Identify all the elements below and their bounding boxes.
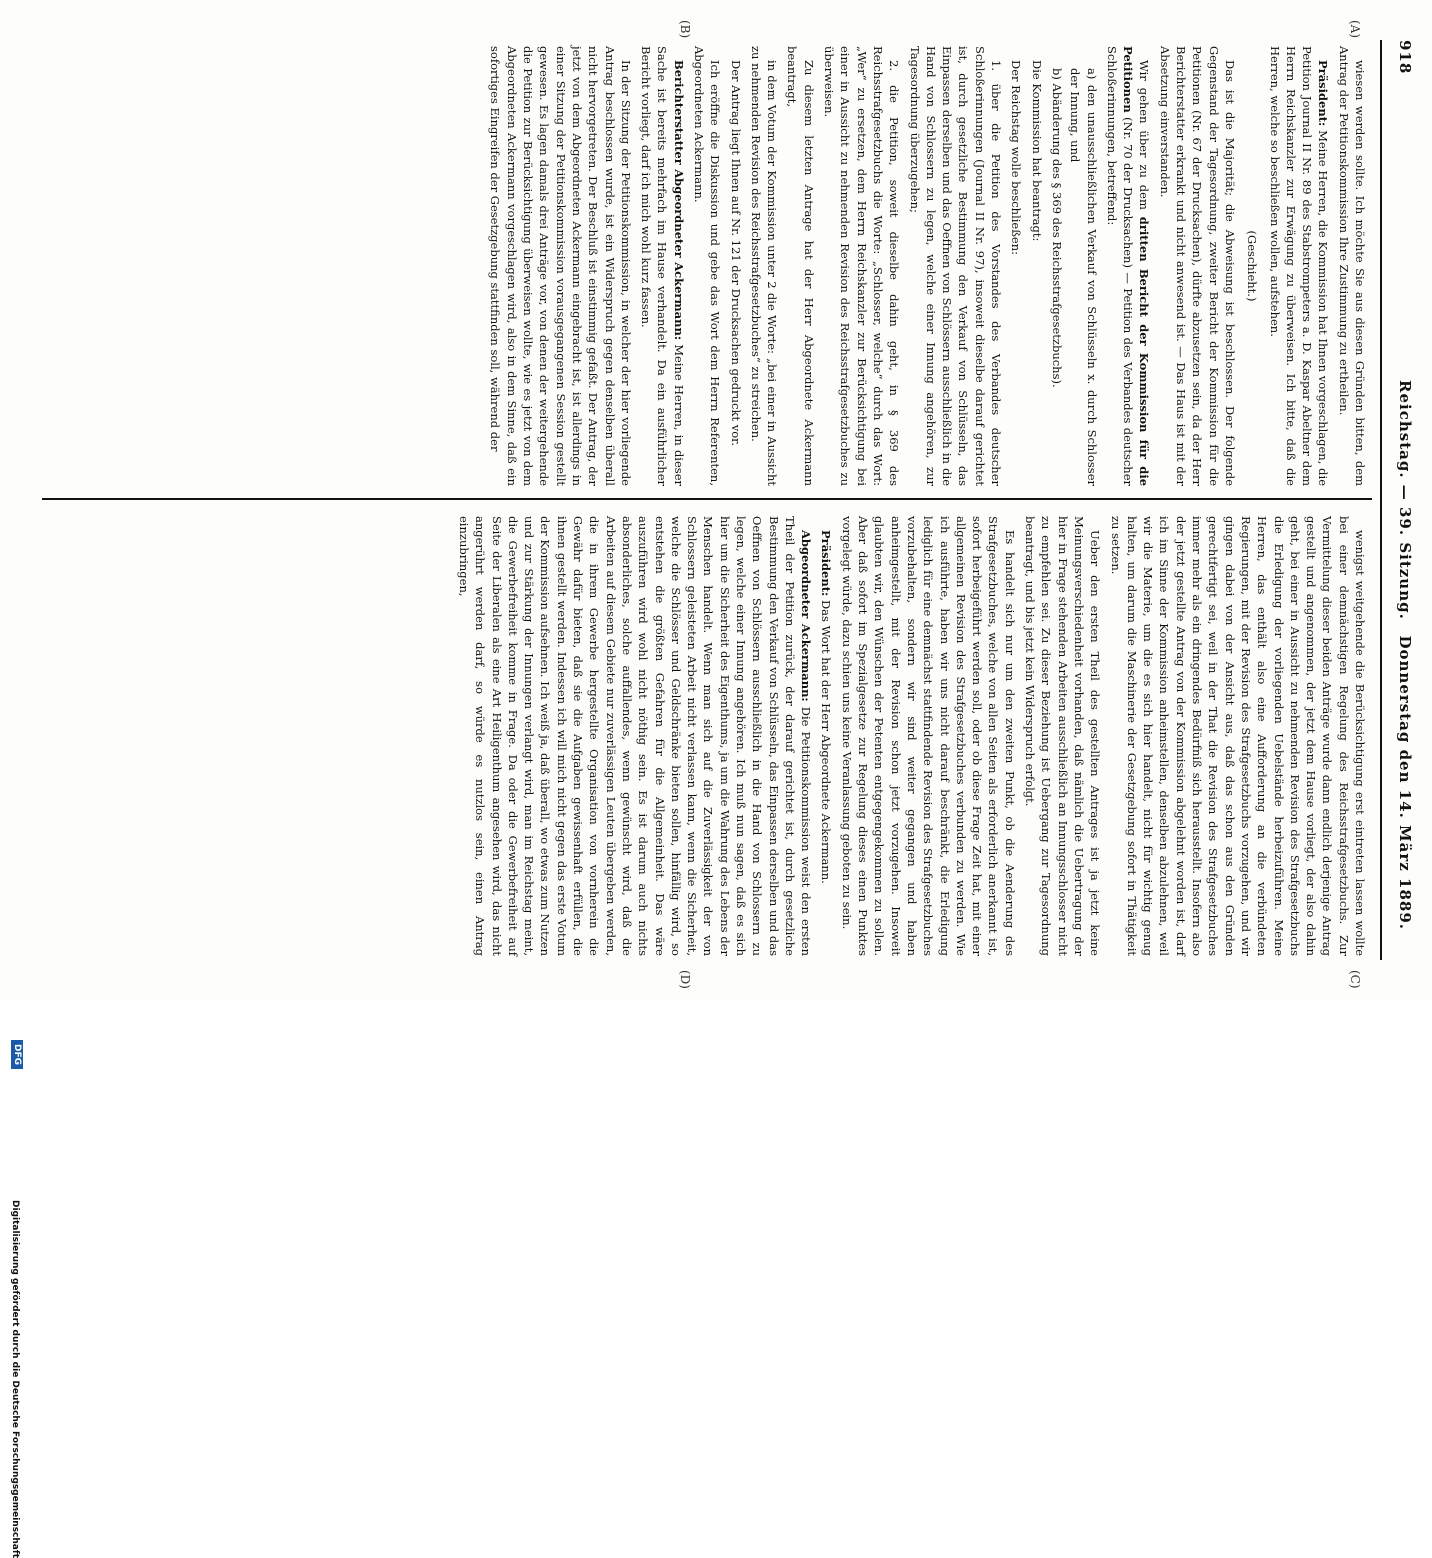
agenda-list	[1049, 46, 1100, 486]
column-divider	[42, 498, 1372, 500]
paragraph: wiesen werden sollte. Ich möchte Sie aus diesen Gründen bitten, dem Antrag der Petitionskommission Ihre Zustimmung zu ertheilen.	[1336, 46, 1367, 486]
agenda-detail: (Nr. 70 der Drucksachen) — Petition des Verbandes deutscher Schloßerinnungen, betreffend:	[1104, 46, 1136, 487]
paragraph	[818, 516, 834, 956]
margin-marker-c: (C)	[1348, 970, 1362, 989]
paragraph: in dem Votum der Kommission unter 2 die Worte: „bei einer in Aussicht zu nehmenden Revision des Reichsstrafgesetzbuches“ zu streichen.	[748, 46, 780, 486]
speaker-label: Abgeordneter Ackermann:	[799, 530, 814, 702]
header-date: Donnerstag den 14. März 1889.	[1396, 635, 1414, 930]
paragraph	[1266, 46, 1331, 486]
margin-marker-d: (D)	[678, 970, 692, 989]
margin-marker-a: (A)	[1348, 20, 1362, 39]
stage-direction: (Geschieht.)	[1245, 230, 1260, 302]
header-rule	[1380, 40, 1382, 960]
speech-text: Die Petitionskommission weist den ersten Theil der Petition zurück, der darauf gerichtet ist, durch gesetzliche Bestimmung den Verkauf von Schlüsseln, das Einpassen derselben und das Oeffnen von Schlössern ausschließlich in die Hand von Schlossern zu legen, welche einer Innung angehören. Ich muß nun sagen, daß es sich hier um die Sicherheit des Eigenthums, ja um die Wahrung des Lebens der Menschen handelt. Wenn man sich auf die Zuverlässigkeit der von Schlossern geleisteten Arbeit nicht verlassen kann, wenn die Sicherheit, welche die Schlösser und Geldschränke bieten sollen, hinfällig wird, so entstehen die größten Gefahren für die Allgemeinheit. Das wäre auszuführen wird wohl nicht nöthig sein. Es ist darum auch nichts absonderliches, solche auffallendes, wenn gewünscht wird, daß die Arbeiten auf diesem Gebiete nur zuverlässigen Leuten übergeben werden, die in ihrem Gewerbe hergestellte Organisation von vornherein die Gewähr dafür bieten, daß sie die Aufgaben gewissenhaft erfüllen, die ihnen gestellt werden. Indessen ich will mich nicht gegen das erste Votum der Kommission aufsehnen. Ich weiß ja, daß überall, wo etwas zum Nutzen und zur Stärkung der Innungen verlangt wird, man im Reichstag meint, die Gewerbefreiheit komme in Frage. Da oder die Gewerbefreiheit auf Seite der Liberalen als eine Art Heiligenthum angesehen wird, das nicht angerührt werden darf, so würde es nutzlos sein, einen Antrag einzubringen,	[456, 516, 814, 957]
paragraph: In der Sitzung der Petitionskommission, in welcher der hier vorliegende Antrag beschlossen wurde, ist ein Widerspruch gegen denselben überall nicht hervorgetreten. Der Beschluß ist einstimmig gefaßt. Der Antrag, der jetzt von dem Abgeordneten Ackermann eingebracht ist, ist allerdings in einer Sitzung der Petitionskommission vorausgegangenen Session gestellt gewesen. Es lagen damals drei Anträge vor, von denen der weitergehende die Petition zur Berücksichtigung überweisen wollte, wie es jetzt von dem Abgeordneten Ackermann vorgeschlagen wird, also in dem Sinne, daß ein sofortiges Eingreifen der Gesetzgebung stattfinden soll, während der	[488, 46, 633, 486]
motion-item: 2. die Petition, soweit dieselbe dahin geht, in § 369 des Reichsstrafgesetzbuchs die Worte: „Schlosser, welche“ durch das Wort: „Wer“ zu ersetzen, dem Herrn Reichskanzler zur Berücksichtigung bei einer in Aussicht zu nehmenden Revision des Reichsstrafgesetzbuches zu überweisen.	[822, 46, 902, 486]
list-item: b) Abänderung des § 369 des Reichsstrafgesetzbuchs).	[1049, 68, 1064, 388]
speaker-label: Berichterstatter Abgeordneter Ackermann:	[671, 60, 686, 341]
paragraph	[638, 46, 687, 486]
agenda-title: dritten Bericht der Kommission für die Petitionen	[1121, 46, 1152, 487]
speech-text: Das Wort hat der Herr Abgeordnete Ackermann.	[819, 599, 834, 884]
paragraph: wenigst weitgehende die Berücksichtigung erst eintreten lassen wollte bei einer demnächstigen Regelung des Reichsstrafgesetzbuchs. Zur Vermittelung dieser beiden Anträge wurde dann endlich derjenige Antrag gestellt und angenommen, der jetzt dem Hause vorliegt, der also dahin geht, bei einer in Aussicht zu nehmenden Revision des Strafgesetzbuchs die Erledigung der vorliegenden Uebelstände herbeizuführen. Meine Herren, das enthält also eine Aufforderung an die verbündeten Regierungen, mit der Revision des Strafgesetzbuchs vorzugehen, und wir gingen dabei von der Ansicht aus, daß das schon aus den Gründen gerechtfertigt sei, weil in der That die Revision des Strafgesetzbuches immer mehr als ein dringendes Bedürfniß sich herausstellt. Insofern also der jetzt gestellte Antrag von der Kommission abgelehnt worden ist, darf ich im Sinne der Kommission anheimstellen, denselben abzulehnen, weil wir die Materie, um die es sich hier handelt, nicht für wichtig genug halten, um darum die Maschinerie der Gesetzgebung sofort in Thätigkeit zu setzen.	[1108, 516, 1367, 956]
paragraph: Die Kommission hat beantragt:	[1029, 60, 1044, 242]
agenda-intro: Wir gehen über zu dem	[1137, 60, 1152, 210]
paragraph	[1104, 46, 1153, 486]
speaker-label: Präsident:	[1316, 60, 1331, 127]
left-column	[38, 46, 1368, 486]
running-header	[1386, 40, 1414, 960]
paragraph: Zu diesem letzten Antrage hat der Herr Abgeordnete Ackermann beantragt,	[785, 46, 816, 486]
margin-marker-b: (B)	[678, 20, 692, 39]
speech-text: Meine Herren, die Kommission hat Ihnen vorgeschlagen, die Petition Journal II Nr. 89 des Stabstrompeters a. D. Kaspar Abeltner dem Herrn Reichskanzler zur Erwägung zu überweisen. Ich bitte, daß die Herren, welche so beschließen wollen, aufstehen.	[1267, 46, 1331, 486]
motion-item: 1. über die Petition des Vorstandes des Verbandes deutscher Schloßerinnungen (Journal II Nr. 97), insoweit dieselbe darauf gerichtet ist, durch gesetzliche Bestimmung den Verkauf von Schlüsseln, das Einpassen derselben und das Oeffnen von Schlössern ausschließlich in die Hand von Schlossern zu legen, welche einer Innung angehören, zur Tagesordnung überzugehen;	[907, 46, 1004, 486]
speaker-label: Präsident:	[819, 530, 834, 597]
paragraph: Der Reichstag wolle beschließen:	[1009, 60, 1024, 255]
dfg-logo: DFG	[11, 1040, 23, 1069]
paragraph: Ich eröffne die Diskussion und gebe das Wort dem Herrn Referenten, Abgeordneten Ackermann.	[692, 46, 723, 486]
paragraph	[456, 516, 815, 956]
paragraph: Es handelt sich nur um den zweiten Punkt, ob die Aenderung des Strafgesetzbuches, welche von allen Seiten als erforderlich anerkannt ist, sofort herbeigeführt werden soll, oder ob diese Frage Zeit hat, mit einer allgemeinen Revision des Strafgesetzbuches verbunden zu werden. Wie ich ausführte, haben wir uns nicht darauf beschränkt, die Erledigung lediglich für eine demnächst stattfindende Revision des Strafgesetzbuches vorzubehalten, sondern wir sind weiter gegangen und haben anheimgestellt, mit der Revision schon jetzt vorzugehen. Insoweit glaubten wir, den Wünschen der Petenten entgegengekommen zu sollen. Aber daß sofort im Spezialgesetze zur Regelung dieses einen Punktes vorgelegt würde, dazu schien uns keine Veranlassung geboten zu sein.	[839, 516, 1017, 956]
digitization-note: Digitalisierung gefördert durch die Deutsche Forschungsgemeinschaft	[10, 1200, 20, 1558]
paragraph: Ueber den ersten Theil des gestellten Antrages ist ja jetzt keine Meinungsverschiedenheit vorhanden, daß nämlich die Uebertragung der hier in Frage stehenden Arbeiten ausschließlich an Innungsschlosser nicht zu empfehlen sei. Zu dieser Beziehung ist Uebergang zur Tagesordnung beantragt, und bis jetzt kein Widerspruch erfolgt.	[1023, 516, 1103, 956]
paragraph: Das ist die Majorität; die Abweisung ist beschlossen. Der folgende Gegenstand der Tagesordnung, zweiter Bericht der Kommission für die Petitionen (Nr. 67 der Drucksachen), dürfte abzusetzen sein, da der Herr Berichterstatter erkrankt und nicht anwesend ist. — Das Haus ist mit der Absetzung einverstanden.	[1157, 46, 1237, 486]
paragraph: Der Antrag liegt Ihnen auf Nr. 121 der Drucksachen gedruckt vor.	[728, 60, 743, 447]
page-number: 918	[1396, 40, 1414, 75]
list-item: a) den unausschließlichen Verkauf von Schlüsseln x. durch Schlosser der Innung, und	[1068, 68, 1099, 486]
speech-text: Meine Herren, in dieser Sache ist bereits mehrfach im Hause verhandelt. Da ein ausführlicher Bericht vorliegt, darf ich mich wohl kurz fassen.	[639, 46, 686, 486]
right-column	[38, 516, 1368, 956]
header-title: Reichstag. — 39. Sitzung.	[1396, 380, 1414, 620]
